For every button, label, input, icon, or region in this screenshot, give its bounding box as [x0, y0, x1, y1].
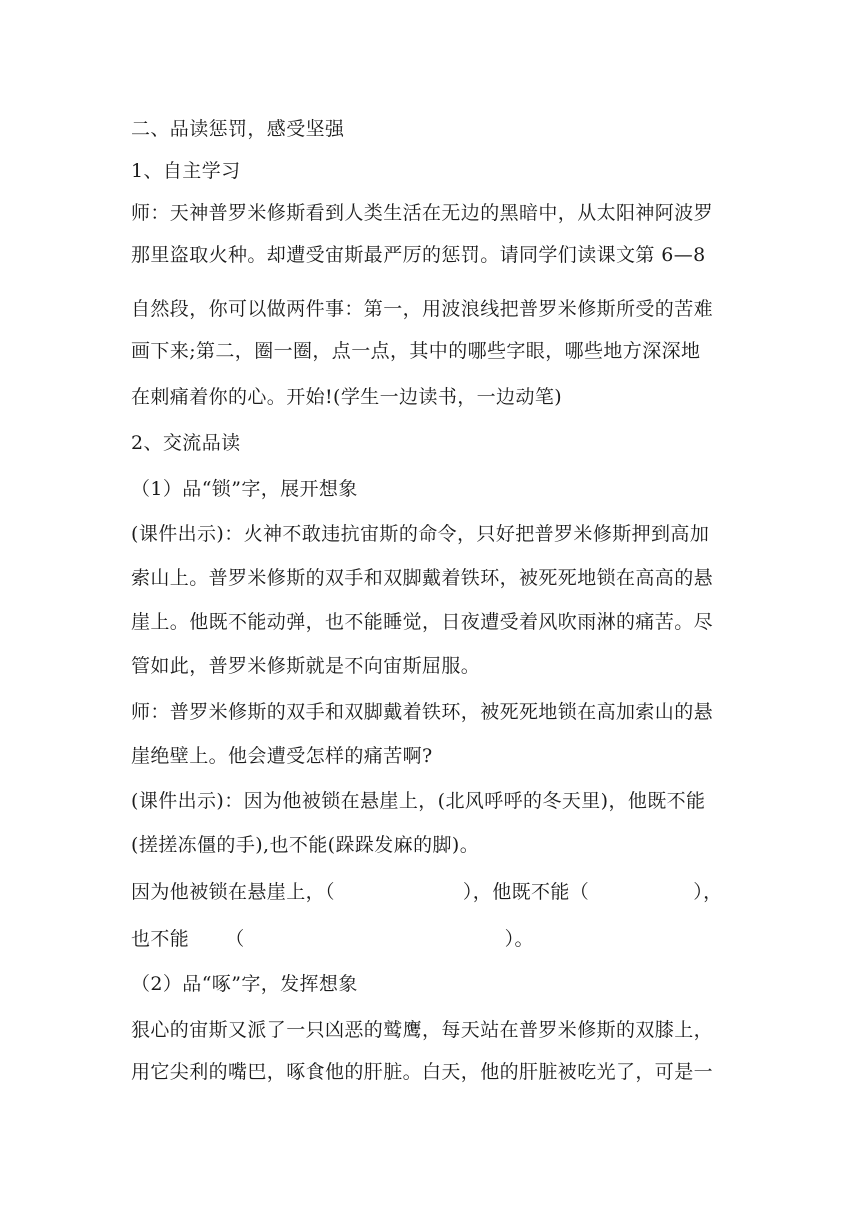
paragraph-line: (搓搓冻僵的手),也不能(跺跺发麻的脚)。	[131, 834, 480, 856]
fill-blank-line-1	[131, 880, 731, 904]
paragraph-line: 崖绝壁上。他会遭受怎样的痛苦啊?	[131, 745, 433, 767]
blank-text: 也不能	[131, 928, 190, 950]
paragraph-line: 用它尖利的嘴巴，啄食他的肝脏。白天，他的肝脏被吃光了，可是一	[131, 1061, 714, 1083]
paragraph-line: 管如此，普罗米修斯就是不向宙斯屈服。	[131, 655, 481, 677]
paragraph-line: 师：普罗米修斯的双手和双脚戴着铁环，被死死地锁在高加索山的悬	[131, 701, 714, 723]
subheading-item-2: （2）品“啄”字，发挥想象	[131, 973, 358, 995]
blank-text: ），他既不能（	[462, 881, 590, 903]
paragraph-line: 狠心的宙斯又派了一只凶恶的鹫鹰，每天站在普罗米修斯的双膝上，	[131, 1019, 714, 1041]
paragraph-line: 自然段，你可以做两件事：第一，用波浪线把普罗米修斯所受的苦难	[131, 298, 714, 320]
paragraph-line: 在刺痛着你的心。开始!(学生一边读书，一边动笔)	[131, 386, 563, 408]
paragraph-line: (课件出示)：火神不敢违抗宙斯的命令，只好把普罗米修斯押到高加	[131, 523, 710, 545]
paragraph-line: 那里盗取火种。却遭受宙斯最严厉的惩罚。请同学们读课文第 6—8	[131, 244, 706, 266]
section-heading: 二、品读惩罚，感受坚强	[131, 118, 345, 140]
paragraph-line: 师：天神普罗米修斯看到人类生活在无边的黑暗中，从太阳神阿波罗	[131, 202, 714, 224]
paragraph-line: 崖上。他既不能动弹，也不能睡觉，日夜遭受着风吹雨淋的痛苦。尽	[131, 611, 714, 633]
subheading-item-1: （1）品“锁”字，展开想象	[131, 478, 358, 500]
subheading-self-study: 1、自主学习	[131, 160, 241, 182]
blank-text: ），	[693, 881, 723, 903]
blank-text: （	[225, 928, 245, 950]
paragraph-line: 画下来;第二，圈一圈，点一点，其中的哪些字眼，哪些地方深深地	[131, 340, 701, 362]
subheading-exchange: 2、交流品读	[131, 432, 241, 454]
blank-text: ）。	[504, 928, 534, 950]
blank-text: 因为他被锁在悬崖上，（	[131, 881, 335, 903]
paragraph-line: (课件出示)：因为他被锁在悬崖上，(北风呼呼的冬天里)，他既不能	[131, 790, 706, 812]
paragraph-line: 索山上。普罗米修斯的双手和双脚戴着铁环，被死死地锁在高高的悬	[131, 567, 714, 589]
fill-blank-line-2	[131, 927, 731, 951]
